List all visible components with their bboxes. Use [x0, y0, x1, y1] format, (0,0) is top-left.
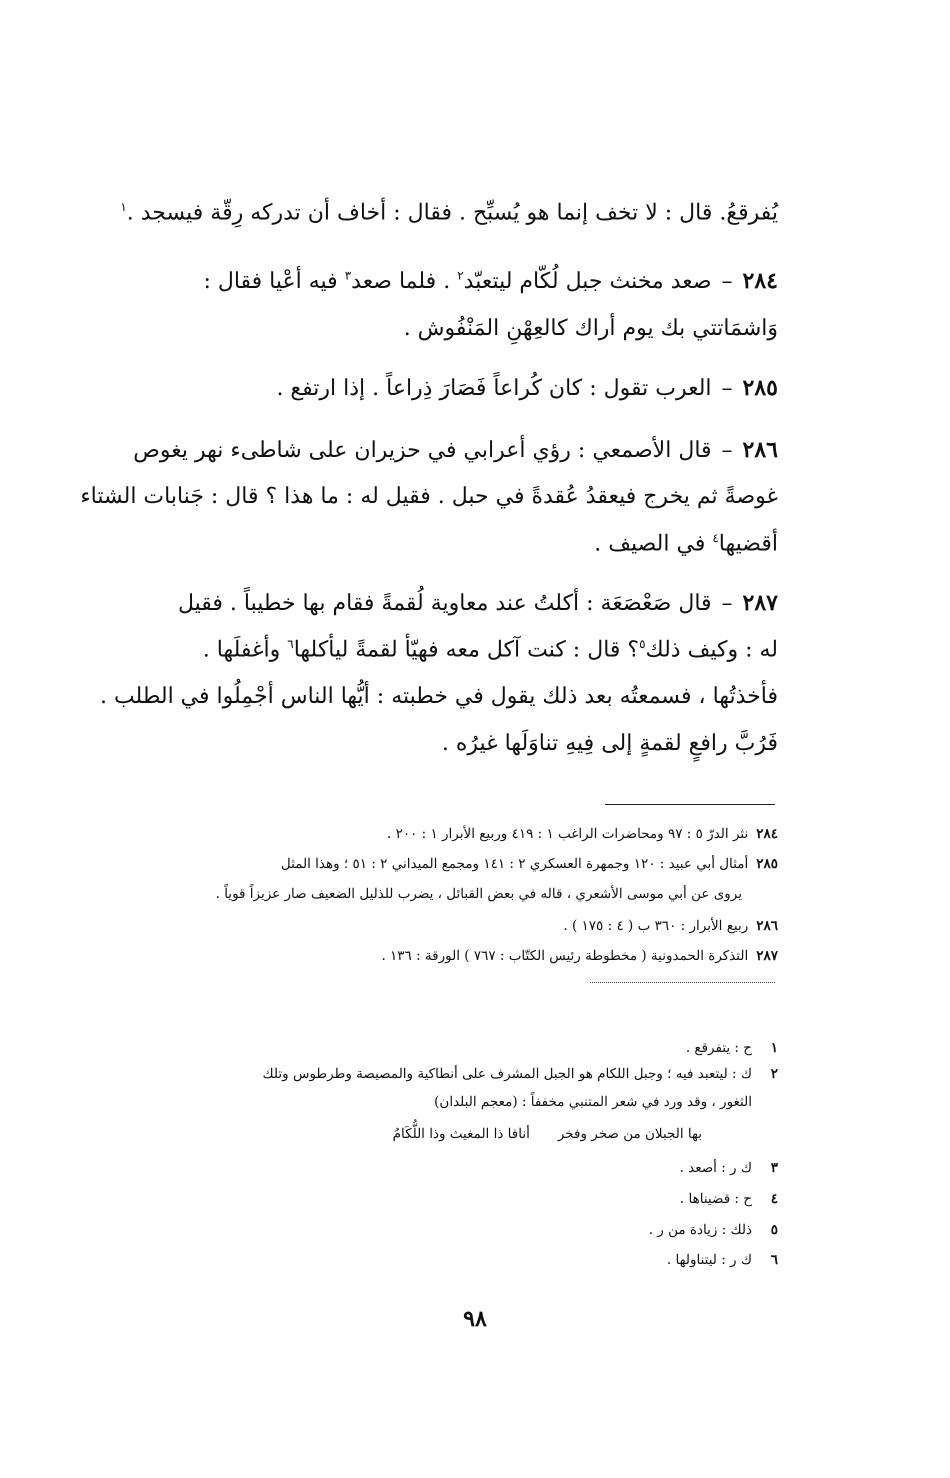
note-number: ٢ [770, 1066, 778, 1082]
entry-text: العرب تقول : كان كُراعاً فَصَارَ ذِراعاً . إذا ارتفع . [276, 376, 712, 401]
source-number: ٢٨٦ [756, 918, 778, 934]
note-number: ٥ [770, 1222, 778, 1238]
source-text: التذكرة الحمدونية ( مخطوطة رئيس الكتّاب : ٧٦٧ ) الورقة : ١٣٦ . [381, 948, 749, 964]
note-text: ك : ليتعبد فيه ؛ وجبل اللكام هو الجبل المشرف على أنطاكية والمصيصة وطرطوس وتلك [262, 1066, 752, 1082]
note-number: ٤ [770, 1191, 778, 1207]
entry-287 [168, 590, 778, 616]
note-text: ح : قضيناها . [679, 1191, 752, 1207]
entry-number: ٢٨٦ [742, 437, 778, 463]
entry-text: . فلما صعد [351, 269, 458, 294]
verse-hemistich: أنافا ذا المغيث وذا اللُّكَامُ [392, 1126, 530, 1142]
page-number: ٩٨ [463, 1306, 487, 1332]
entry-dash: – [721, 438, 733, 463]
source-number: ٢٨٤ [756, 826, 778, 842]
source-text: ربيع الأبرار : ٣٦٠ ب ( ٤ : ١٧٥ ) . [563, 918, 749, 934]
note-number: ٦ [770, 1252, 778, 1268]
entry-text: ؟ قال : كنت آكل معه فهيّأ لقمةً ليأكلها [293, 637, 640, 663]
entry-285 [168, 375, 778, 401]
source-number: ٢٨٥ [756, 856, 778, 872]
entry-286-line-3 [168, 531, 778, 556]
note-5 [168, 1222, 778, 1238]
note-text: ك ر : ليتناولها . [666, 1252, 752, 1268]
source-text: نثر الدرّ ٥ : ٩٧ ومحاضرات الراغب ١ : ٤١٩ وربيع الأبرار ١ : ٢٠٠ . [386, 826, 749, 842]
note-number: ١ [770, 1040, 778, 1056]
footnote-marker: ٦ [287, 637, 294, 651]
entry-dash: – [721, 591, 733, 616]
entry-text: غوصةً ثم يخرج فيعقدُ عُقدةً في حبل . فقيل له : ما هذا ؟ قال : جَنابات الشتاء [80, 484, 778, 509]
entry-text: أقضيها [718, 531, 778, 557]
footnote-marker: ٥ [639, 637, 646, 651]
source-285 [168, 856, 778, 872]
source-number: ٢٨٧ [756, 948, 778, 964]
entry-text: صعد مخنث جبل لُكّام ليتعبّد [463, 269, 712, 294]
source-286 [168, 918, 778, 934]
entry-text: قال الأصمعي : رؤي أعرابي في حزيران على شاطىء نهر يغوص [133, 438, 712, 463]
entry-text: وأغفلَها . [202, 637, 288, 663]
entry-number: ٢٨٥ [742, 375, 778, 401]
note-3 [168, 1160, 778, 1176]
source-285-cont [168, 886, 742, 902]
entry-287-line-4 [168, 731, 778, 756]
entry-284 [168, 268, 778, 294]
note-number: ٣ [770, 1160, 778, 1176]
entry-text: فَرُبَّ رافعٍ لقمةٍ إلى فِيهِ تناوَلَها غيرُه . [441, 731, 778, 756]
entry-dash: – [721, 269, 733, 294]
footnote-marker: ٢ [457, 268, 464, 283]
entry-number: ٢٨٤ [742, 268, 778, 294]
entry-text: فيه أعْيا فقال : [203, 269, 345, 294]
entry-286-line-2 [80, 484, 778, 509]
footnote-marker: ٣ [344, 268, 352, 283]
entry-text: قال صَعْصَعَة : أكلتُ عند معاوية لُقمةً فقام بها خطيباً . فقيل [177, 591, 712, 616]
note-6 [168, 1252, 778, 1268]
entry-287-line-3 [99, 684, 778, 709]
entry-286 [133, 437, 778, 463]
note-2 [168, 1066, 778, 1082]
note-2-verse [372, 1126, 702, 1142]
footnote-marker: ١ [120, 200, 127, 214]
note-2-cont [168, 1094, 752, 1110]
entry-text: له : وكيف ذلك [645, 637, 778, 663]
note-text: الثغور ، وقد ورد في شعر المتنبي مخففاً : (معجم البلدان) [434, 1094, 752, 1110]
entry-text: في الصيف . [594, 531, 713, 557]
note-1 [168, 1040, 778, 1056]
note-text: ك ر : أصعد . [679, 1160, 752, 1176]
entry-287-line-2 [168, 637, 778, 662]
source-text: أمثال أبي عبيد : ١٢٠ وجمهرة العسكري ٢ : ١٤١ ومجمع الميداني ٢ : ٥١ ؛ وهذا المثل [280, 856, 749, 872]
note-text: ح : يتفرقع . [685, 1040, 752, 1056]
sources-divider [605, 804, 775, 805]
footnote-marker: ٤ [712, 531, 719, 545]
entry-284-line-2 [168, 316, 778, 341]
entry-number: ٢٨٧ [742, 590, 778, 616]
source-284 [168, 826, 778, 842]
text-line-1 [120, 200, 778, 226]
entry-text: فأخذتُها ، فسمعتُه بعد ذلك يقول في خطبته : أيُّها الناس أجْمِلُوا في الطلب . [99, 684, 778, 709]
entry-dash: – [721, 376, 733, 401]
source-287 [168, 948, 778, 964]
source-text: يروى عن أبي موسى الأشعري ، قاله في بعض القبائل ، يضرب للذليل الضعيف صار عزيزاً قوياً . [215, 886, 742, 902]
note-4 [168, 1191, 778, 1207]
verse-hemistich: بها الجبلان من صخر وفخر [557, 1126, 702, 1142]
entry-text: وَاشمَاتتي بك يوم أراك كالعِهْنِ المَنْفُوش . [403, 316, 778, 341]
notes-divider [590, 982, 775, 983]
line1-text: يُفرقعُ. قال : لا تخف إنما هو يُسبِّح . فقال : أخاف أن تدركه رِقّة فيسجد . [126, 200, 778, 226]
note-text: ذلك : زيادة من ر . [648, 1222, 752, 1238]
